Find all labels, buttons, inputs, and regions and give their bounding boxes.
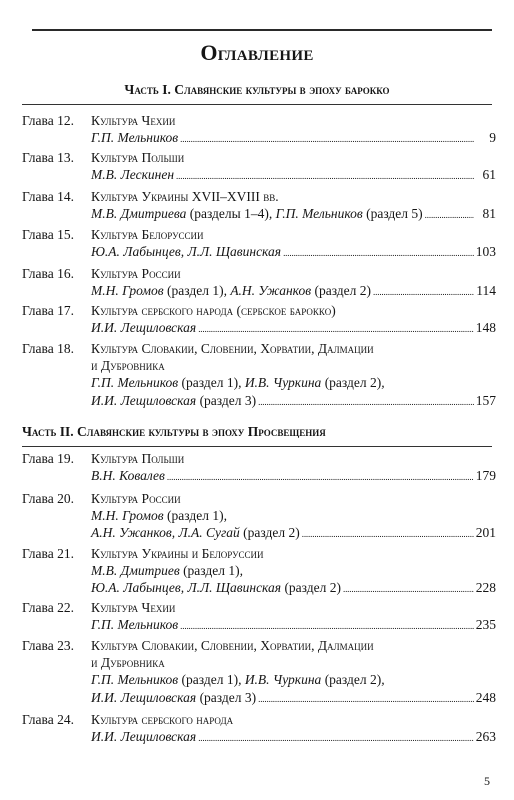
part-2-rule: [22, 446, 492, 447]
dot-leader: [302, 524, 474, 543]
page-number: 81: [482, 206, 496, 222]
chapter-authors: Ю.А. Лабынцев, Л.Л. Щавинская (раздел 2): [91, 580, 341, 596]
page-number: 148: [475, 320, 496, 336]
toc-entry-ch20[interactable]: [22, 490, 496, 544]
chapter-title-continued: и Дубровника: [91, 655, 165, 671]
dot-leader: [180, 616, 474, 635]
chapter-title: Культура Словакии, Словении, Хорватии, Далмации: [91, 341, 374, 356]
chapter-number: Глава 17.: [22, 303, 74, 318]
dot-leader: [198, 728, 474, 747]
chapter-authors: И.И. Лещиловская: [91, 729, 197, 745]
chapter-title: Культура Словакии, Словении, Хорватии, Далмации: [91, 638, 374, 653]
chapter-number: Глава 18.: [22, 341, 74, 356]
chapter-authors: И.И. Лещиловская: [91, 320, 197, 336]
toc-entry-ch24[interactable]: [22, 711, 496, 747]
chapter-authors-line1: М.В. Дмитриев (раздел 1),: [91, 563, 243, 579]
chapter-authors: В.Н. Ковалев: [91, 468, 165, 484]
folio-page-number: 5: [484, 774, 490, 788]
chapter-authors: Г.П. Мельников: [91, 130, 179, 146]
chapter-number: Глава 21.: [22, 546, 74, 561]
toc-entry-ch19[interactable]: [22, 450, 496, 486]
chapter-number: Глава 22.: [22, 600, 74, 615]
toc-entry-ch21[interactable]: [22, 545, 496, 599]
dot-leader: [176, 166, 474, 185]
page-number: 201: [475, 525, 496, 541]
toc-entry-ch12[interactable]: [22, 112, 496, 148]
chapter-title: Культура Украины и Белоруссии: [91, 546, 264, 561]
part-1-heading: Часть I. Славянские культуры в эпоху барокко: [124, 82, 390, 97]
chapter-title: Культура сербского народа (сербское барокко): [91, 303, 336, 318]
dot-leader: [343, 579, 474, 598]
page-number: 157: [475, 392, 496, 408]
chapter-authors: Г.П. Мельников: [91, 617, 179, 633]
chapter-title: Культура сербского народа: [91, 712, 234, 727]
toc-entry-ch22[interactable]: [22, 599, 496, 635]
toc-entry-ch15[interactable]: [22, 226, 496, 262]
chapter-number: Глава 12.: [22, 113, 74, 128]
chapter-number: Глава 20.: [22, 491, 74, 506]
page-number: 114: [476, 283, 496, 299]
page-number: 228: [475, 580, 496, 596]
chapter-authors: И.И. Лещиловская (раздел 3): [91, 689, 257, 705]
chapter-title: Культура Украины XVII–XVIII вв.: [91, 189, 279, 204]
page-number: 263: [475, 729, 496, 745]
chapter-number: Глава 24.: [22, 712, 74, 727]
chapter-authors-line1: Г.П. Мельников (раздел 1), И.В. Чуркина (раздел 2),: [91, 375, 385, 391]
chapter-title: Культура России: [91, 266, 181, 281]
toc-entry-ch17[interactable]: [22, 302, 496, 338]
dot-leader: [167, 467, 474, 486]
page-number: 9: [489, 130, 496, 146]
chapter-title-continued: и Дубровника: [91, 358, 165, 374]
chapter-number: Глава 15.: [22, 227, 74, 242]
page-number: 248: [475, 689, 496, 705]
toc-entry-ch14[interactable]: [22, 188, 496, 224]
part-1-rule: [22, 104, 492, 105]
chapter-authors: Ю.А. Лабынцев, Л.Л. Щавинская: [91, 244, 282, 260]
dot-leader: [258, 392, 474, 411]
chapter-title: Культура Чехии: [91, 600, 176, 615]
chapter-number: Глава 23.: [22, 638, 74, 653]
chapter-number: Глава 13.: [22, 150, 74, 165]
toc-entry-ch16[interactable]: [22, 265, 496, 301]
dot-leader: [258, 689, 474, 708]
chapter-authors: М.Н. Громов (раздел 1), А.Н. Ужанков (раздел 2): [91, 283, 372, 299]
chapter-number: Глава 14.: [22, 189, 74, 204]
chapter-authors-line1: Г.П. Мельников (раздел 1), И.В. Чуркина (раздел 2),: [91, 672, 385, 688]
dot-leader: [425, 205, 474, 224]
chapter-authors: И.И. Лещиловская (раздел 3): [91, 392, 257, 408]
dot-leader: [373, 282, 474, 301]
page-number: 235: [475, 617, 496, 633]
chapter-number: Глава 16.: [22, 266, 74, 281]
dot-leader: [198, 319, 474, 338]
chapter-authors: М.В. Дмитриева (разделы 1–4), Г.П. Мельников (раздел 5): [91, 206, 423, 222]
chapter-title: Культура Белоруссии: [91, 227, 204, 242]
toc-title: Оглавление: [200, 40, 314, 65]
chapter-authors: М.В. Лескинен: [91, 167, 175, 183]
page-number: 61: [482, 167, 496, 183]
chapter-authors: А.Н. Ужанков, Л.А. Сугай (раздел 2): [91, 525, 300, 541]
toc-entry-ch13[interactable]: [22, 149, 496, 185]
top-rule: [32, 29, 492, 31]
chapter-title: Культура Польши: [91, 150, 185, 165]
toc-entry-ch23[interactable]: [22, 637, 496, 708]
page-number: 103: [475, 244, 496, 260]
dot-leader: [180, 129, 474, 148]
part-2-heading: Часть II. Славянские культуры в эпоху Просвещения: [22, 424, 326, 439]
chapter-title: Культура России: [91, 491, 181, 506]
page-number: 179: [475, 468, 496, 484]
chapter-authors-line1: М.Н. Громов (раздел 1),: [91, 508, 227, 524]
chapter-title: Культура Польши: [91, 451, 185, 466]
chapter-number: Глава 19.: [22, 451, 74, 466]
chapter-title: Культура Чехии: [91, 113, 176, 128]
dot-leader: [283, 243, 474, 262]
toc-entry-ch18[interactable]: [22, 340, 496, 411]
